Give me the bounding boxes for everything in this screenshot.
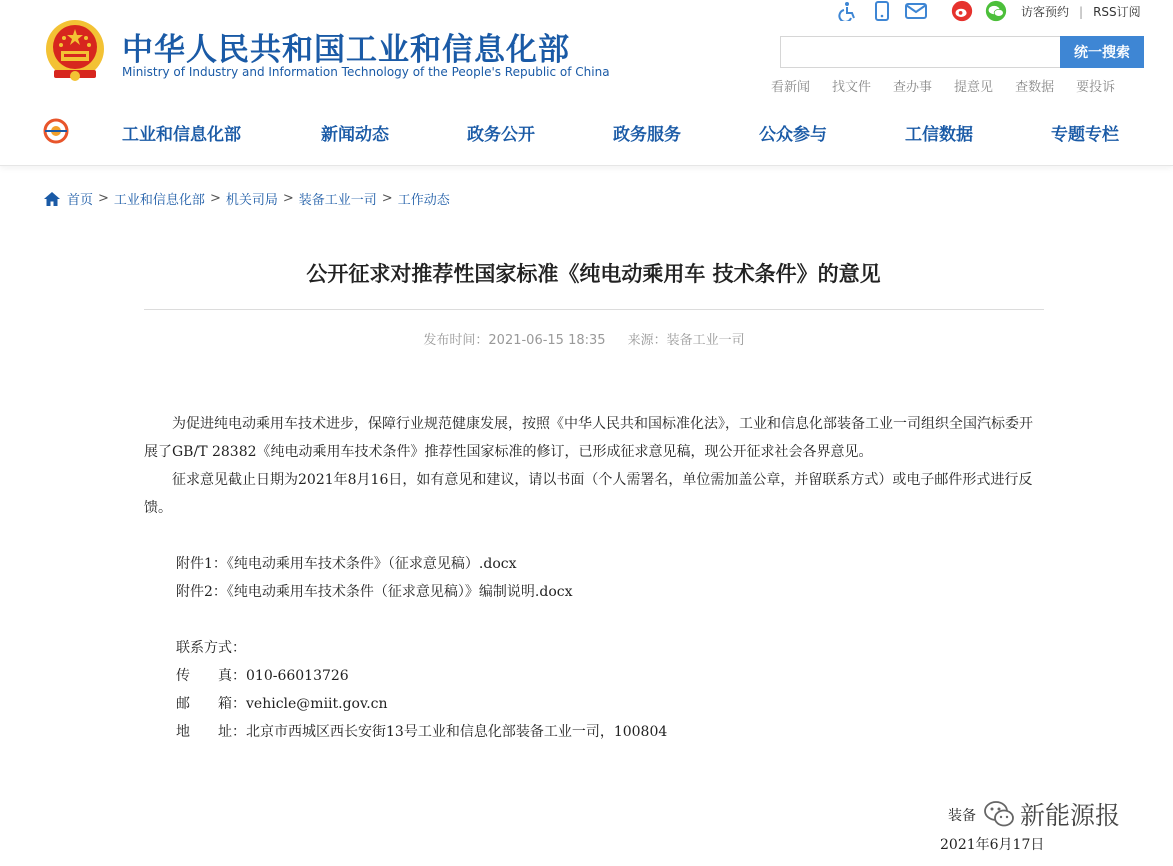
search-box [780, 36, 1144, 68]
mobile-icon[interactable] [870, 0, 894, 22]
nav-item-data[interactable]: 工信数据 [905, 125, 973, 145]
home-icon[interactable] [44, 192, 60, 206]
title-divider [144, 309, 1044, 310]
miit-logo-icon[interactable] [41, 118, 71, 144]
nav-item-public-participation[interactable]: 公众参与 [759, 125, 827, 145]
contact-address: 地 址：北京市西城区西长安街13号工业和信息化部装备工业一司，100804 [176, 724, 668, 740]
watermark [980, 796, 1122, 832]
breadcrumb-work-news[interactable]: 工作动态 [397, 193, 450, 208]
breadcrumb-home[interactable]: 首页 [67, 193, 94, 208]
contact-title: 联系方式： [176, 640, 246, 656]
breadcrumb-departments[interactable]: 机关司局 [225, 193, 278, 208]
site-title: 中华人民共和国工业和信息化部 [122, 32, 570, 68]
visitor-appointment-link[interactable]: 访客预约 [1021, 5, 1070, 19]
quick-link-services[interactable]: 查办事 [893, 80, 933, 95]
accessibility-icon[interactable] [836, 0, 860, 22]
breadcrumb-equipment-dept[interactable]: 装备工业一司 [298, 193, 377, 208]
site-header [0, 0, 1173, 166]
breadcrumb [44, 189, 450, 208]
nav-item-news[interactable]: 新闻动态 [321, 125, 389, 145]
breadcrumb-separator: > [98, 191, 109, 206]
contact-email: 邮 箱：vehicle@miit.gov.cn [176, 696, 388, 712]
quick-link-news[interactable]: 看新闻 [771, 80, 811, 95]
main-nav [0, 110, 1173, 154]
nav-item-miit[interactable]: 工业和信息化部 [122, 125, 241, 145]
rss-link[interactable]: RSS订阅 [1093, 5, 1141, 19]
nav-item-services[interactable]: 政务服务 [613, 125, 681, 145]
contact-fax: 传 真：010-66013726 [176, 668, 349, 684]
top-icon-bar [836, 0, 1018, 22]
signature-department: 装备 [948, 808, 976, 824]
article-meta [0, 329, 1168, 348]
mail-icon[interactable] [904, 0, 928, 22]
breadcrumb-miit[interactable]: 工业和信息化部 [113, 193, 205, 208]
search-button[interactable]: 统一搜索 [1060, 36, 1144, 68]
breadcrumb-separator: > [381, 191, 393, 206]
nav-item-topics[interactable]: 专题专栏 [1051, 125, 1119, 145]
site-subtitle: Ministry of Industry and Information Technology of the People's Republic of China [122, 65, 610, 79]
top-links [1021, 3, 1141, 20]
quick-link-files[interactable]: 找文件 [832, 80, 872, 95]
publish-time: 发布时间：2021-06-15 18:35 [423, 333, 606, 348]
watermark-text: 新能源报 [1020, 801, 1121, 830]
wechat-icon[interactable] [984, 0, 1008, 22]
nav-item-government-affairs[interactable]: 政务公开 [467, 125, 535, 145]
article-body [144, 410, 1044, 746]
search-input[interactable] [780, 36, 1060, 68]
article-title: 公开征求对推荐性国家标准《纯电动乘用车 技术条件》的意见 [306, 262, 881, 286]
quick-link-data[interactable]: 查数据 [1015, 80, 1055, 95]
article-paragraph: 为促进纯电动乘用车技术进步，保障行业规范健康发展，按照《中华人民共和国标准化法》，工业和信息化部装备工业一司组织全国汽标委开展了GB/T 28382《纯电动乘用车技术条件》推荐性国家标准的修订，已形成征求意见稿，现公开征求社会各界意见。 [144, 416, 1033, 460]
attachment-link-2[interactable]: 附件2：《纯电动乘用车技术条件（征求意见稿）》编制说明.docx [176, 584, 573, 600]
article-paragraph: 征求意见截止日期为2021年8月16日，如有意见和建议，请以书面（个人需署名，单位需加盖公章，并留联系方式）或电子邮件形式进行反馈。 [144, 472, 1033, 516]
quick-link-feedback[interactable]: 提意见 [954, 80, 994, 95]
quick-link-complaint[interactable]: 要投诉 [1076, 80, 1116, 95]
wechat-watermark-icon [982, 799, 1016, 829]
national-emblem-icon [44, 18, 106, 84]
breadcrumb-separator: > [282, 191, 294, 206]
quick-links [771, 76, 1115, 95]
breadcrumb-separator: > [209, 191, 221, 206]
weibo-icon[interactable] [950, 0, 974, 22]
attachment-link-1[interactable]: 附件1：《纯电动乘用车技术条件》（征求意见稿）.docx [176, 556, 517, 572]
article-source: 来源：装备工业一司 [627, 333, 745, 348]
divider: | [1079, 5, 1084, 19]
signature-date: 2021年6月17日 [940, 837, 1045, 853]
